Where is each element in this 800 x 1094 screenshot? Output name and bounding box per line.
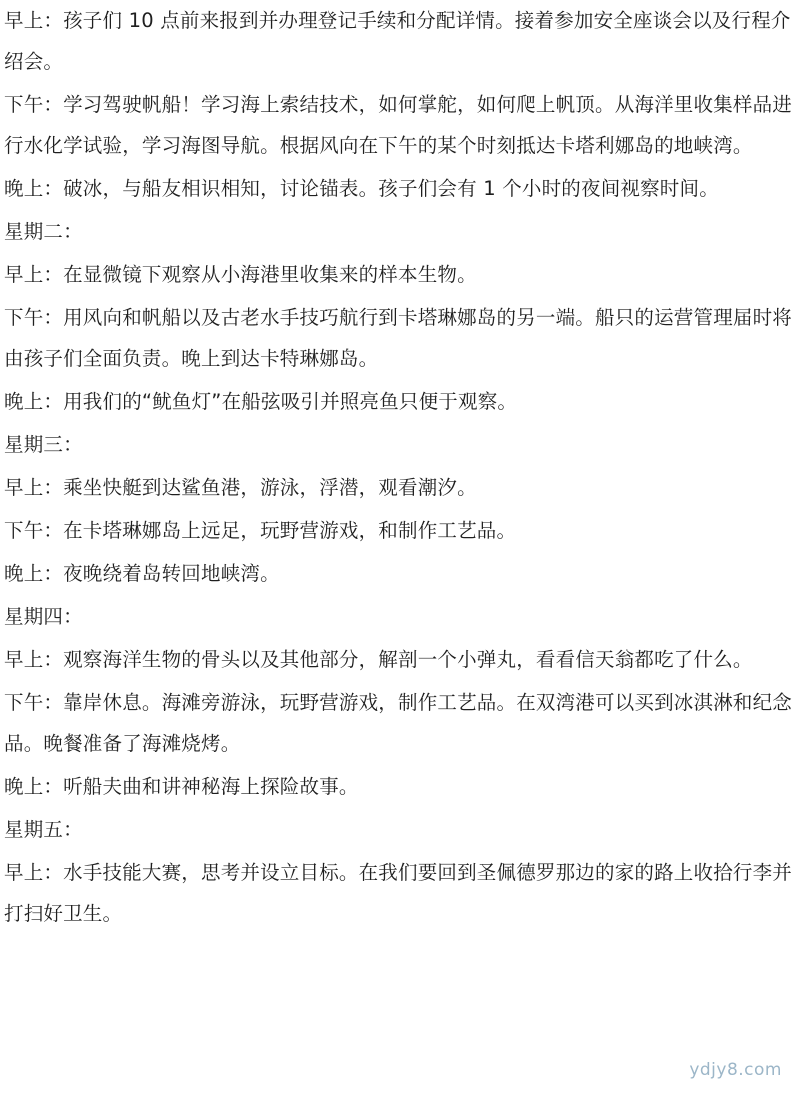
heading-tuesday: 星期二： [4, 220, 83, 243]
document-body [4, 0, 794, 936]
paragraph-day1-morning: 早上：孩子们 10 点前来报到并办理登记手续和分配详情。接着参加安全座谈会以及行程介绍会。 [4, 9, 791, 73]
paragraph-thursday-morning: 早上：观察海洋生物的骨头以及其他部分，解剖一个小弹丸，看看信天翁都吃了什么。 [4, 648, 753, 671]
paragraph-wednesday-evening: 晚上：夜晚绕着岛转回地峡湾。 [4, 562, 280, 585]
paragraph-thursday-afternoon: 下午：靠岸休息。海滩旁游泳，玩野营游戏，制作工艺品。在双湾港可以买到冰淇淋和纪念品。晚餐准备了海滩烧烤。 [4, 691, 793, 755]
paragraph-thursday-evening: 晚上：听船夫曲和讲神秘海上探险故事。 [4, 775, 359, 798]
paragraph-day1-afternoon: 下午：学习驾驶帆船！学习海上索结技术，如何掌舵，如何爬上帆顶。从海洋里收集样品进行水化学试验，学习海图导航。根据风向在下午的某个时刻抵达卡塔利娜岛的地峡湾。 [4, 93, 793, 157]
paragraph-tuesday-morning: 早上：在显微镜下观察从小海港里收集来的样本生物。 [4, 263, 477, 286]
paragraph-tuesday-afternoon: 下午：用风向和帆船以及古老水手技巧航行到卡塔琳娜岛的另一端。船只的运营管理届时将由孩子们全面负责。晚上到达卡特琳娜岛。 [4, 306, 793, 370]
paragraph-tuesday-evening: 晚上：用我们的“鱿鱼灯”在船弦吸引并照亮鱼只便于观察。 [4, 390, 518, 413]
paragraph-day1-evening: 晚上：破冰，与船友相识相知，讨论锚表。孩子们会有 1 个小时的夜间视察时间。 [4, 177, 719, 200]
paragraph-wednesday-afternoon: 下午：在卡塔琳娜岛上远足，玩野营游戏，和制作工艺品。 [4, 519, 517, 542]
heading-friday: 星期五： [4, 818, 83, 841]
heading-wednesday: 星期三： [4, 433, 83, 456]
paragraph-friday-morning: 早上：水手技能大赛，思考并设立目标。在我们要回到圣佩德罗那边的家的路上收拾行李并打扫好卫生。 [4, 861, 793, 925]
watermark: ydjy8.com [689, 1060, 782, 1080]
paragraph-wednesday-morning: 早上：乘坐快艇到达鲨鱼港，游泳，浮潜，观看潮汐。 [4, 476, 477, 499]
heading-thursday: 星期四： [4, 605, 83, 628]
